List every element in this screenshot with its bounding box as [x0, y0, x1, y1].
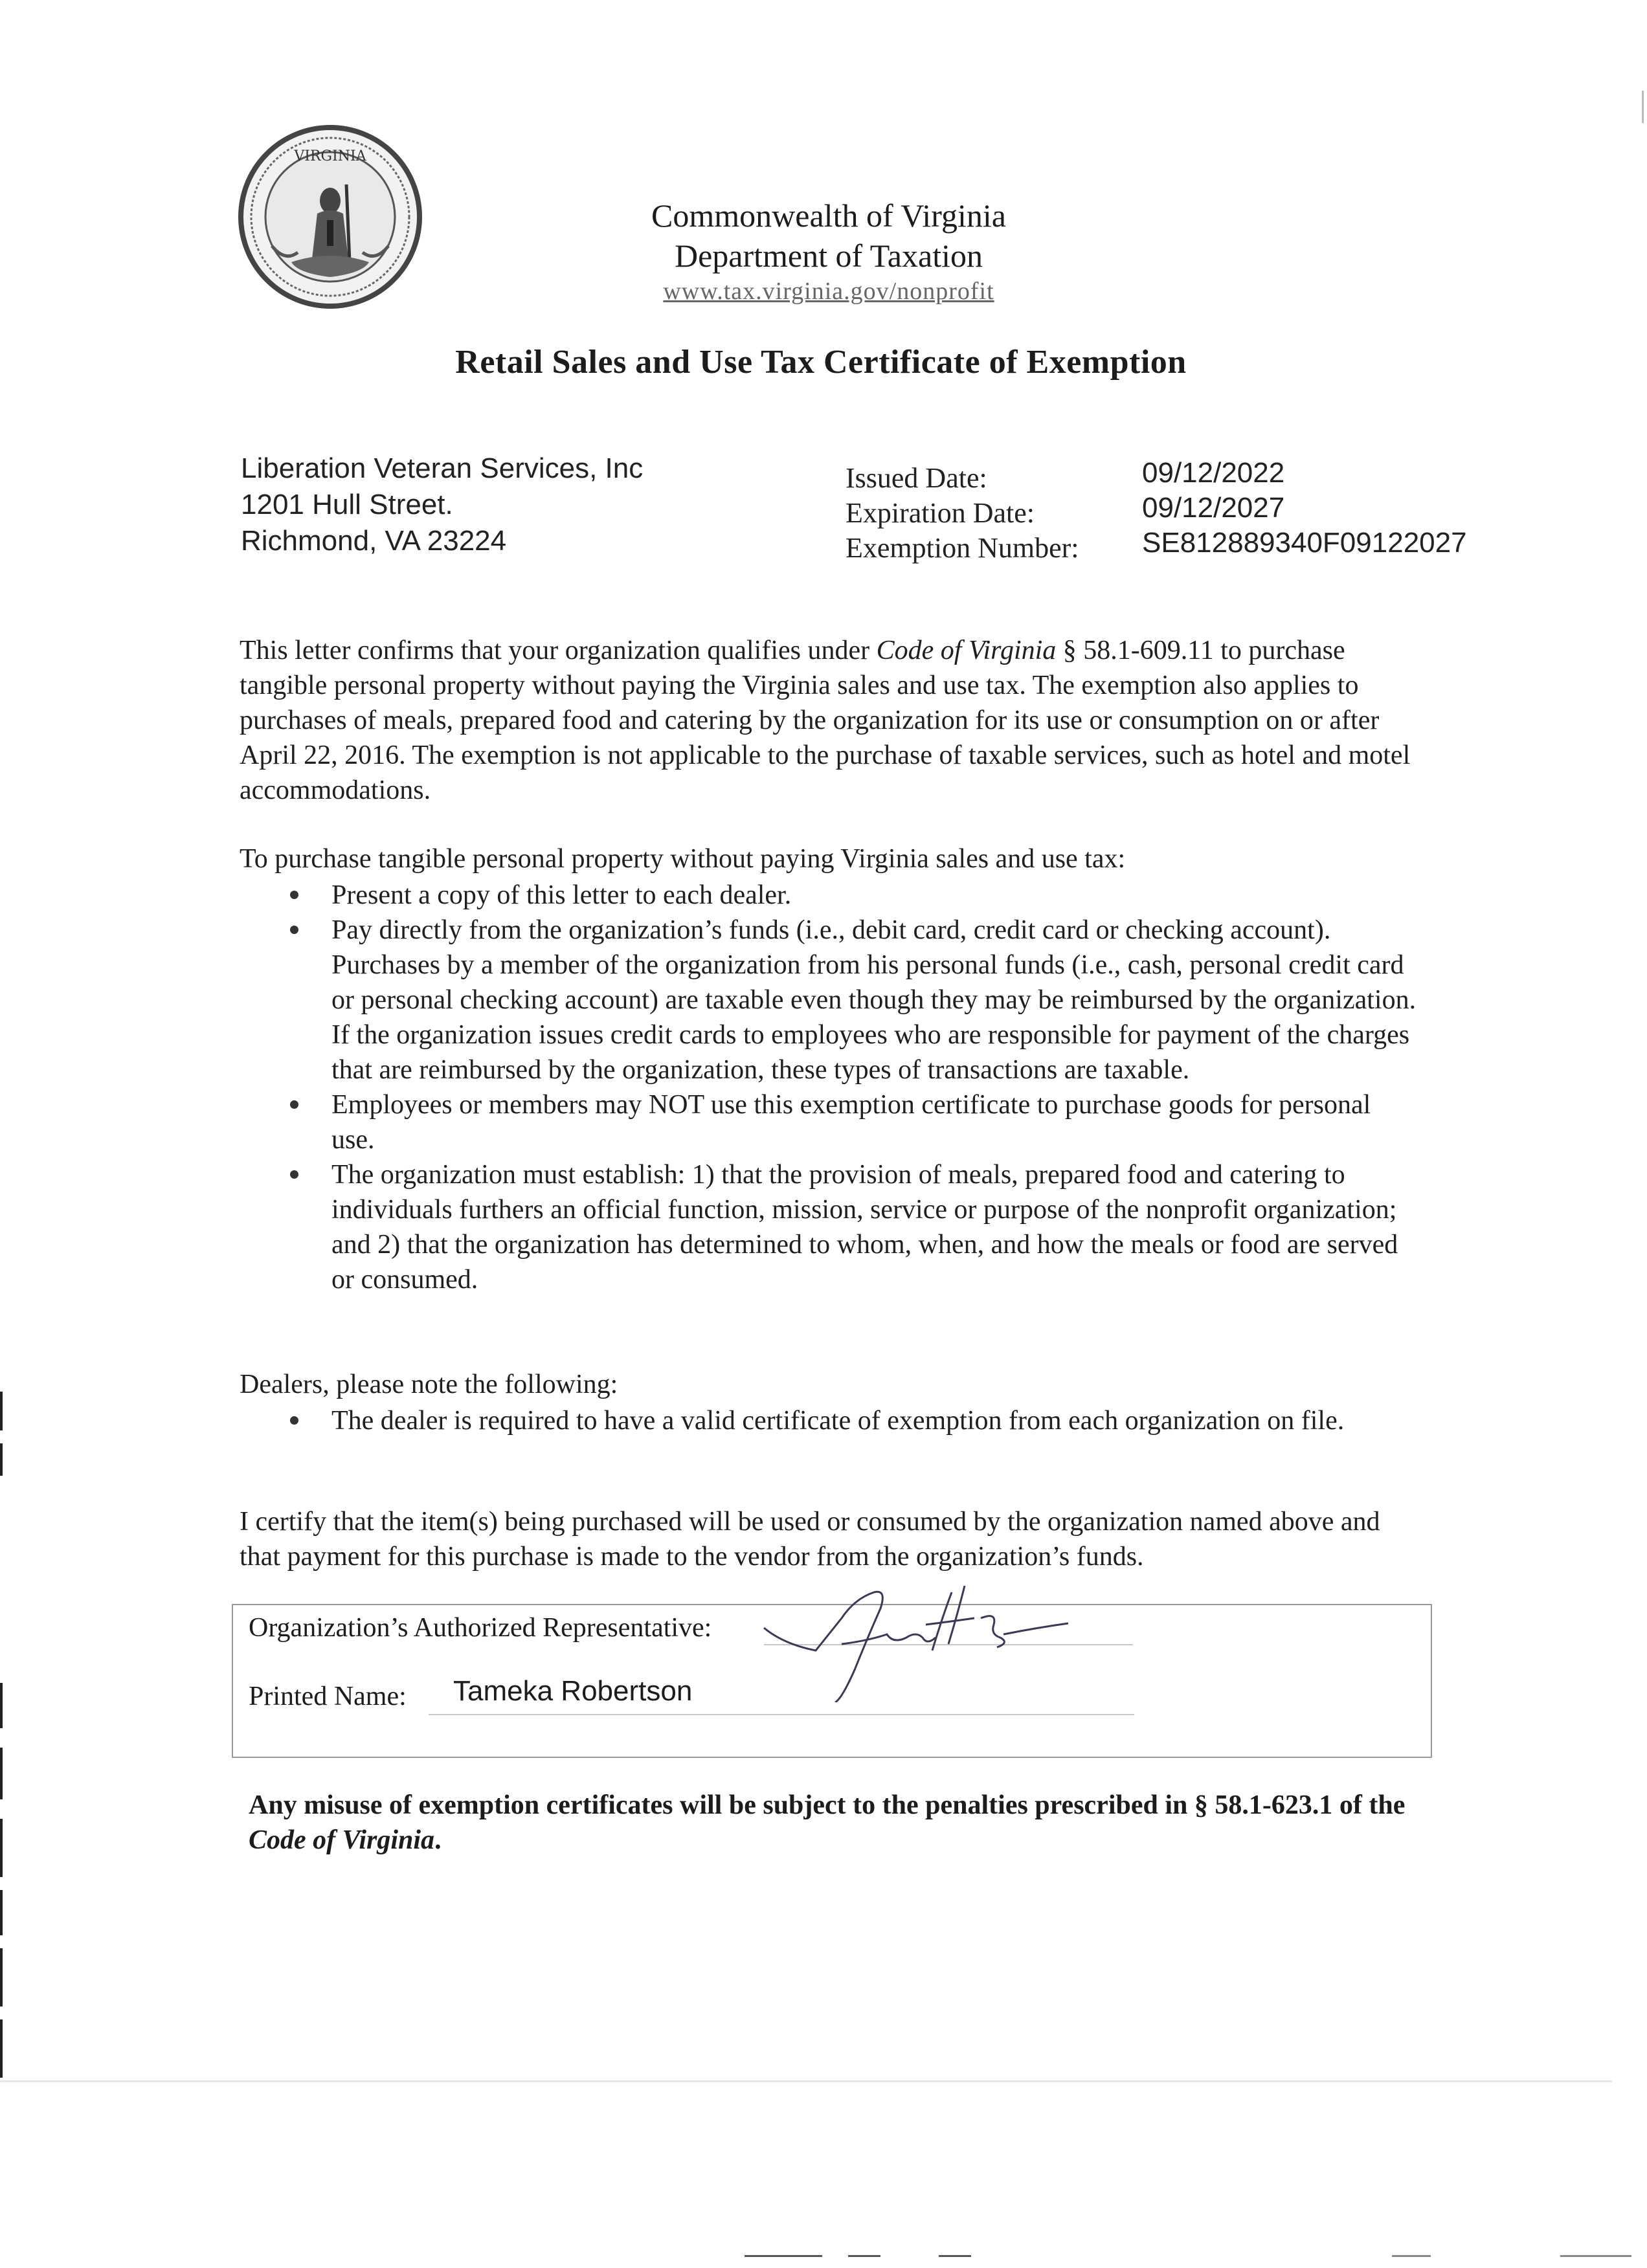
scan-mark: [0, 1392, 3, 1430]
issued-date-value: 09/12/2022: [1142, 457, 1285, 489]
intro-paragraph: [240, 633, 1418, 808]
org-street: 1201 Hull Street.: [241, 489, 453, 520]
penalty-text-b: .: [434, 1825, 442, 1855]
exemption-number-value: SE812889340F09122027: [1142, 527, 1467, 559]
header-dept: Department of Taxation: [675, 238, 983, 274]
header-url: www.tax.virginia.gov/nonprofit: [663, 278, 994, 305]
scan-mark: [0, 1948, 3, 2007]
document-title: Retail Sales and Use Tax Certificate of Exemption: [455, 344, 1187, 381]
scan-mark: [939, 2255, 971, 2257]
scan-mark: [1560, 2255, 1631, 2257]
intro-code-ref: Code of Virginia: [876, 636, 1057, 665]
list-item: [290, 913, 1417, 1087]
list-item: [290, 1087, 1417, 1157]
signature-icon: [757, 1573, 1094, 1702]
scan-mark: [0, 1443, 3, 1476]
bullet-icon: [290, 1100, 298, 1109]
bullet-text: Present a copy of this letter to each dealer.: [331, 880, 792, 910]
bullet-text: Employees or members may NOT use this exemption certificate to purchase goods for personal use.: [331, 1090, 1371, 1155]
scan-mark: [848, 2255, 880, 2257]
bullet-icon: [290, 1170, 298, 1179]
penalty-code-ref: Code of Virginia: [249, 1825, 435, 1855]
rep-label: Organization’s Authorized Representative:: [249, 1613, 712, 1643]
org-city: Richmond, VA 23224: [241, 525, 507, 557]
bullet-text: The dealer is required to have a valid certificate of exemption from each organization on file.: [331, 1406, 1345, 1436]
svg-text:VIRGINIA: VIRGINIA: [294, 148, 366, 164]
printed-name-label: Printed Name:: [249, 1682, 407, 1711]
scan-mark: [0, 1683, 3, 1728]
purchase-bullets: [290, 878, 1417, 1297]
penalty-text-a: Any misuse of exemption certificates will be subject to the penalties prescribed in § 58.1-623.1 of the: [249, 1790, 1406, 1820]
list-item: [290, 878, 1417, 913]
intro-text-a: This letter confirms that your organization qualifies under: [240, 636, 877, 665]
bullet-icon: [290, 1416, 298, 1425]
expiration-date-label: Expiration Date:: [846, 497, 1035, 529]
scan-mark: [0, 1819, 3, 1877]
intro-text-b: § 58.1-609.11 to purchase tangible personal property without paying the Virginia sales and use tax. The exemption also applies to purchases of meals, prepared food and catering by the organization for its use or consumption on or after April 22, 2016. The exemption is not applicable to the purchase of taxable services, such as hotel and motel accommodations.: [240, 636, 1411, 805]
dealer-bullets: [290, 1403, 1417, 1438]
purchase-intro: To purchase tangible personal property without paying Virginia sales and use tax:: [240, 844, 1126, 874]
scan-rule: [0, 2080, 1612, 2082]
scan-mark: [1642, 91, 1644, 123]
scan-mark: [1392, 2255, 1431, 2257]
list-item: [290, 1403, 1417, 1438]
bullet-icon: [290, 891, 298, 899]
bullet-text: Pay directly from the organization’s funds (i.e., debit card, credit card or checking account). Purchases by a member of the organization from his personal funds (i.e., cash, personal credit card or personal checking account) are taxable even though they may be reimbursed by the organization. If the organization issues credit cards to employees who are responsible for payment of the charges that are reimbursed by the organization, these types of transactions are taxable.: [331, 915, 1417, 1085]
org-name: Liberation Veteran Services, Inc: [241, 452, 644, 484]
header-org: Commonwealth of Virginia: [651, 197, 1006, 234]
certify-paragraph: I certify that the item(s) being purchased will be used or consumed by the organization named above and that payment for this purchase is made to the vendor from the organization’s funds.: [240, 1507, 1380, 1572]
exemption-number-label: Exemption Number:: [846, 532, 1079, 564]
scan-mark: [745, 2255, 822, 2257]
printed-name-value: Tameka Robertson: [453, 1675, 693, 1707]
bullet-icon: [290, 926, 298, 934]
list-item: [290, 1157, 1417, 1297]
scan-mark: [0, 1890, 3, 1935]
expiration-date-value: 09/12/2027: [1142, 492, 1285, 524]
penalty-notice: [249, 1788, 1414, 1858]
scan-mark: [0, 1748, 3, 1799]
printed-name-line: [429, 1714, 1134, 1715]
issued-date-label: Issued Date:: [846, 462, 987, 494]
scan-mark: [0, 2019, 3, 2078]
dealers-intro: Dealers, please note the following:: [240, 1370, 618, 1399]
bullet-text: The organization must establish: 1) that the provision of meals, prepared food and catering to individuals furthers an official function, mission, service or purpose of the nonprofit organization; and 2) that the organization has determined to whom, when, and how the meals or food are served or consumed.: [331, 1160, 1398, 1295]
